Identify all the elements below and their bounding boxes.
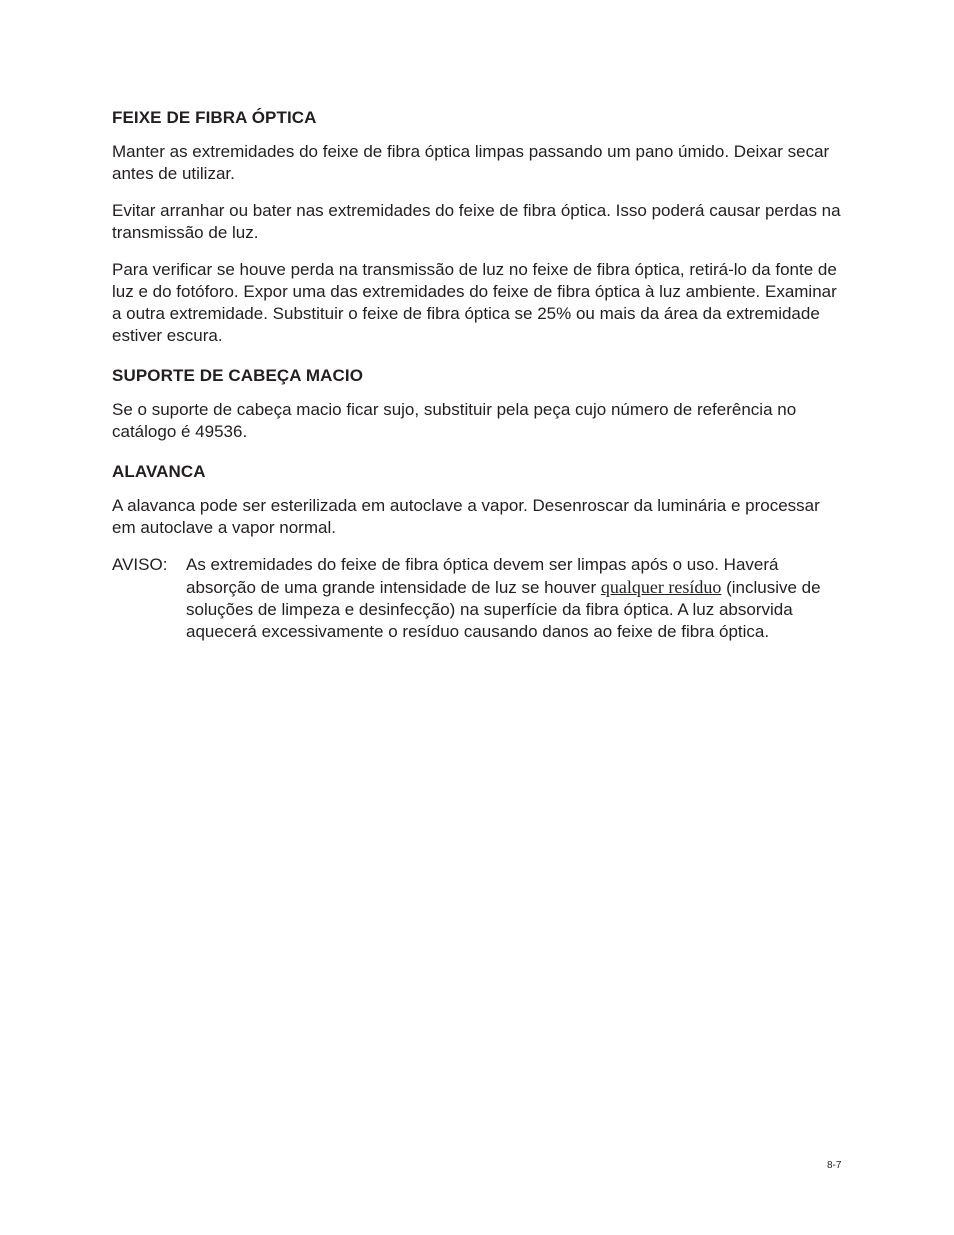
section-heading-fiber-optic: FEIXE DE FIBRA ÓPTICA bbox=[112, 108, 317, 127]
warning-text-continued: (inclusive de soluções de limpeza e desinfecção) na superfície da fibra óptica. A luz absorvida aquecerá excessivamente o resíduo causando danos ao feixe de fibra óptica. bbox=[186, 578, 821, 641]
paragraph: Para verificar se houve perda na transmissão de luz no feixe de fibra óptica, retirá-lo da fonte de luz e do fotóforo. Expor uma das extremidades do feixe de fibra óptica à luz ambiente. Examinar a outra extremidade. Substituir o feixe de fibra óptica se 25% ou mais da área da extremidade estiver escura. bbox=[112, 260, 837, 345]
warning-text: As extremidades do feixe de fibra óptica devem ser limpas após o uso. Haverá absorção de uma grande intensidade de luz se houver bbox=[186, 555, 779, 597]
paragraph: Evitar arranhar ou bater nas extremidades do feixe de fibra óptica. Isso poderá causar perdas na transmissão de luz. bbox=[112, 201, 841, 242]
paragraph: A alavanca pode ser esterilizada em autoclave a vapor. Desenroscar da luminária e processar em autoclave a vapor normal. bbox=[112, 496, 820, 537]
warning-block bbox=[112, 554, 847, 643]
section-heading-head-support: SUPORTE DE CABEÇA MACIO bbox=[112, 366, 364, 385]
document-body bbox=[112, 107, 847, 643]
warning-label: AVISO: bbox=[112, 555, 168, 574]
page-number: 8-7 bbox=[827, 1160, 842, 1171]
warning-emphasis: qualquer resíduo bbox=[600, 577, 722, 597]
paragraph: Se o suporte de cabeça macio ficar sujo, substituir pela peça cujo número de referência no catálogo é 49536. bbox=[112, 400, 797, 441]
section-heading-lever: ALAVANCA bbox=[112, 462, 206, 481]
paragraph: Manter as extremidades do feixe de fibra óptica limpas passando um pano úmido. Deixar secar antes de utilizar. bbox=[112, 142, 830, 183]
